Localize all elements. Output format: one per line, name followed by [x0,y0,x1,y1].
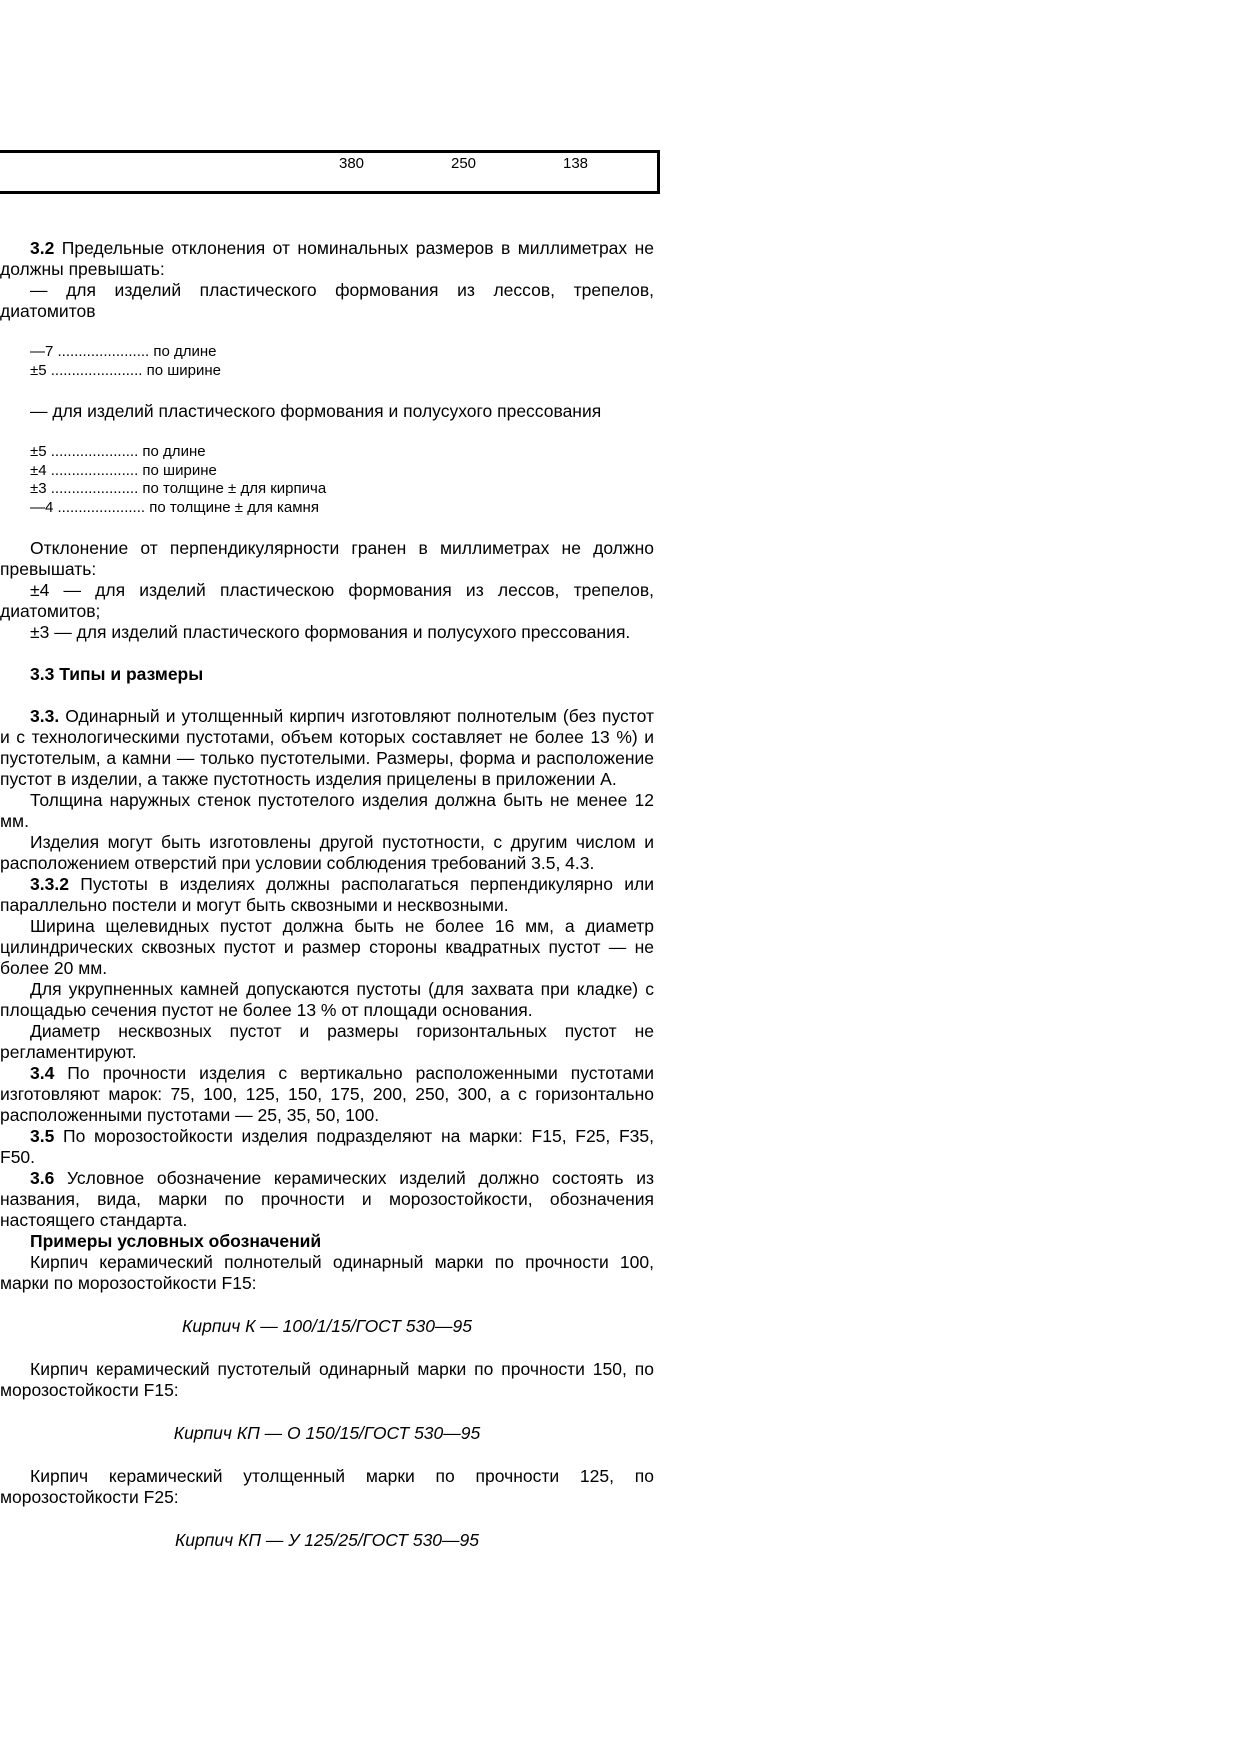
example-1: Кирпич керамический полнотелый одинарный марки по прочности 100, марки по морозостойкости F15: [0,1252,654,1293]
document-body [0,238,654,1551]
list-item: —4 ..................... по толщине ± для камня [30,498,319,516]
paragraph: Толщина наружных стенок пустотелого изделия должна быть не менее 12 мм. [0,790,654,831]
example-1-code: Кирпич К — 100/1/15/ГОСТ 530—95 [182,1316,472,1336]
item-plastic-semidry: — для изделий пластического формования и полусухого прессования [30,401,602,421]
list-item: ±5 ...................... по ширине [30,361,221,379]
perpendicularity-1: ±4 — для изделий пластическою формования из лессов, трепелов, диатомитов; [0,580,654,621]
paragraph: Диаметр несквозных пустот и размеры горизонтальных пустот не регламентируют. [0,1021,654,1062]
clause-3-3-1: 3.3. Одинарный и утолщенный кирпич изготовляют полнотелым (без пустот и с технологическими пустотами, объем которых составляет не более 13 %) и пустотелым, а камни — только пустотелыми. Размеры, форма и расположение пустот в изделии, а также пустотность изделия прицелены в приложении А. [0,706,654,789]
clause-3-3-2: 3.3.2 Пустоты в изделиях должны располагаться перпендикулярно или параллельно постели и могут быть сквозными и несквозными. [0,874,654,915]
example-2-code: Кирпич КП — О 150/15/ГОСТ 530—95 [173,1423,481,1443]
example-3: Кирпич керамический утолщенный марки по прочности 125, по морозостойкости F25: [0,1466,654,1507]
section-heading-3-3: 3.3 Типы и размеры [30,664,204,684]
clause-3-5: 3.5 По морозостойкости изделия подразделяют на марки: F15, F25, F35, F50. [0,1126,654,1167]
list-item: —7 ...................... по длине [30,343,217,360]
table-cell: 250 [451,155,477,172]
paragraph: Изделия могут быть изготовлены другой пустотности, с другим числом и расположением отверстий при условии соблюдения требований 3.5, 4.3. [0,832,654,873]
examples-heading: Примеры условных обозначений [30,1231,322,1251]
example-2: Кирпич керамический пустотелый одинарный марки по прочности 150, по морозостойкости F15: [0,1359,654,1400]
clause-3-6: 3.6 Условное обозначение керамических изделий должно состоять из названия, вида, марки по прочности и морозостойкости, обозначения настоящего стандарта. [0,1168,654,1230]
tolerance-list-1 [0,343,654,380]
list-item: ±4 ..................... по ширине [30,461,217,479]
clause-3-4: 3.4 По прочности изделия с вертикально расположенными пустотами изготовляют марок: 75, 100, 125, 150, 175, 200, 250, 300, а с горизонтально расположенными пустотами — 25, 35, 50, 100. [0,1063,654,1125]
item-plastic-loess: — для изделий пластического формования из лессов, трепелов, диатомитов [0,280,654,321]
tolerance-list-2 [0,443,654,517]
perpendicularity-2: ±3 — для изделий пластического формования и полусухого прессования. [30,622,631,642]
list-item: ±3 ..................... по толщине ± для кирпича [30,480,327,497]
clause-3-2: 3.2 Предельные отклонения от номинальных размеров в миллиметрах не должны превышать: [0,238,654,279]
paragraph: Ширина щелевидных пустот должна быть не более 16 мм, а диаметр цилиндрических сквозных пустот и размер стороны квадратных пустот — не более 20 мм. [0,916,654,978]
example-3-code: Кирпич КП — У 125/25/ГОСТ 530—95 [174,1530,480,1550]
table-cell: 380 [339,155,365,172]
list-item: ±5 ..................... по длине [30,443,206,460]
paragraph: Для укрупненных камней допускаются пустоты (для захвата при кладке) с площадью сечения пустот не более 13 % от площади основания. [0,979,654,1020]
perpendicularity-intro: Отклонение от перпендикулярности гранен в миллиметрах не должно превышать: [0,538,654,579]
table-cell: 138 [563,155,589,172]
table-fragment [0,150,660,194]
